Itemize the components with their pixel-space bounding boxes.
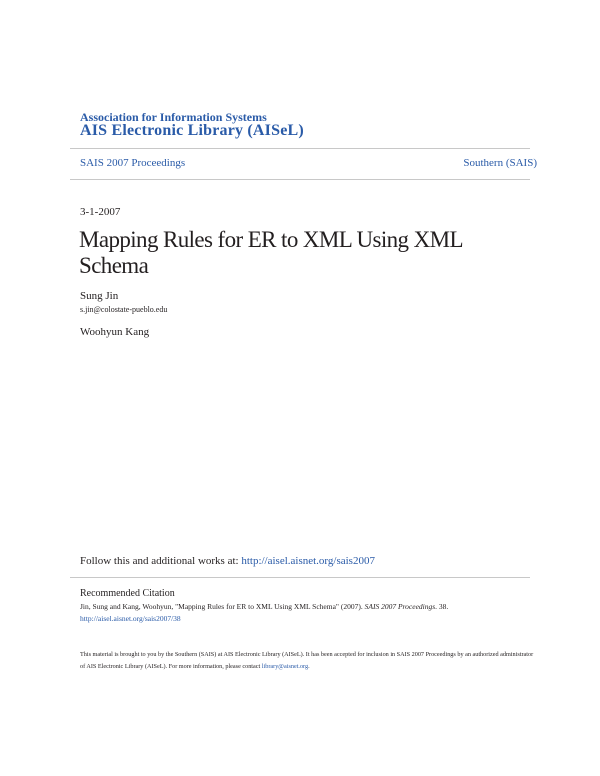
library-name-link[interactable]: AIS Electronic Library (AISeL) [80,122,304,139]
organization-name: Association for Information Systems [80,110,267,124]
publication-date: 3-1-2007 [80,206,121,218]
author-name: Woohyun Kang [80,326,150,338]
collection-link[interactable]: SAIS 2007 Proceedings [80,157,186,169]
contact-email-link[interactable]: library@aisnet.org [261,663,309,670]
notice-end: . [308,663,310,670]
paper-title: Mapping Rules for ER to XML Using XML Schema [79,227,463,278]
citation-link[interactable]: http://aisel.aisnet.org/sais2007/38 [80,614,181,623]
citation-body: Jin, Sung and Kang, Woohyun, "Mapping Rules for ER to XML Using XML Schema" (2007). [80,602,365,611]
notice-text: This material is brought to you by the Southern (SAIS) at AIS Electronic Library (AISeL). It has been accepted for inclusion in SAIS 2007 Proceedings by an authorized administrator of AIS Electronic Library (AISeL). For more information, please contact [80,651,534,670]
citation-number: . 38. [435,602,449,611]
citation-text [80,601,530,625]
follow-text: Follow this and additional works at: [80,555,242,567]
citation-heading: Recommended Citation [80,588,175,599]
follow-link[interactable]: http://aisel.aisnet.org/sais2007 [241,555,375,567]
top-divider [70,148,530,149]
follow-line [80,555,375,567]
author-email[interactable]: s.jin@colostate-pueblo.edu [80,305,168,314]
bottom-divider [70,179,530,180]
citation-divider [70,577,530,578]
citation-source: SAIS 2007 Proceedings [364,602,436,611]
author-name: Sung Jin [80,290,119,302]
access-notice [80,649,535,673]
community-link[interactable]: Southern (SAIS) [463,157,537,169]
